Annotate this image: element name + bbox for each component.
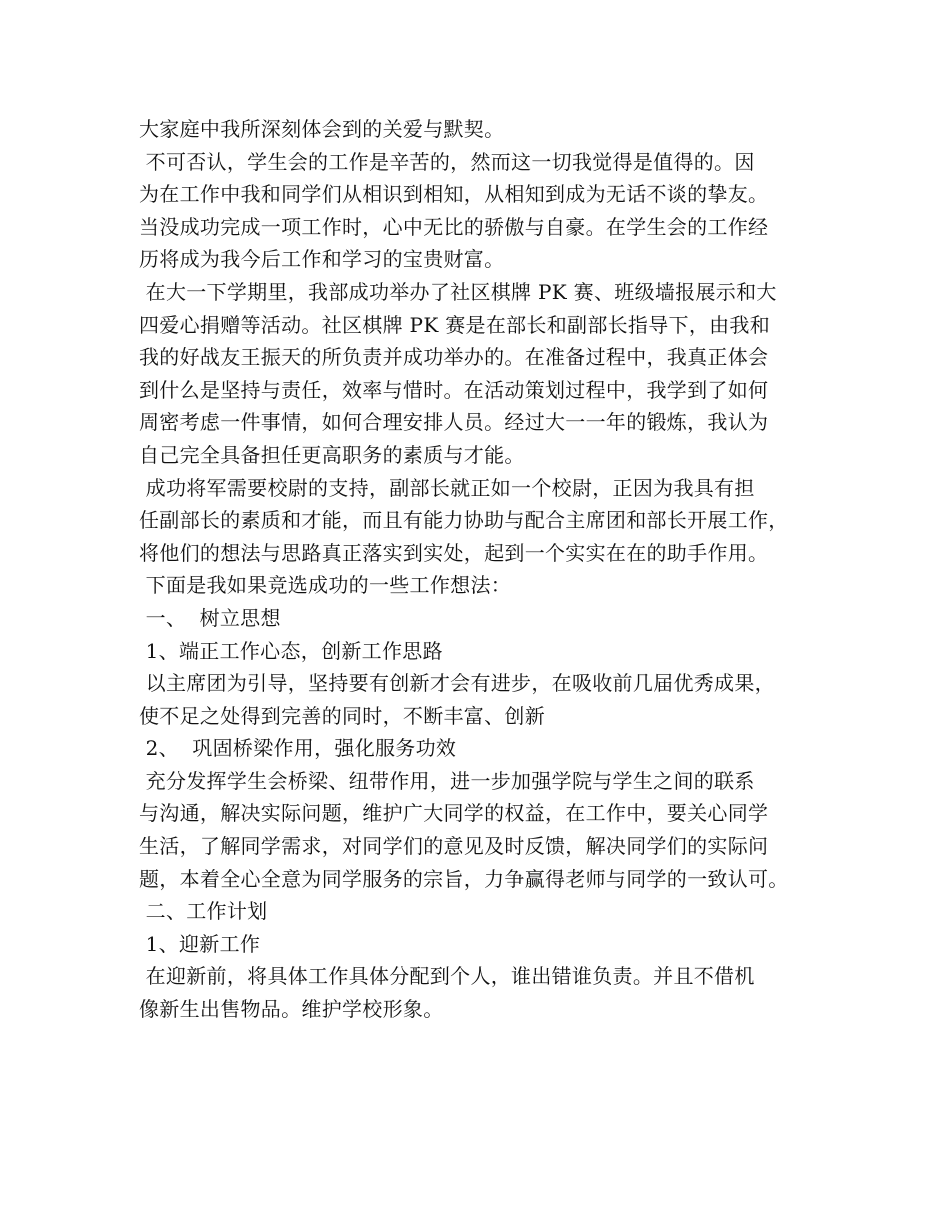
text-line: 在大一下学期里，我部成功举办了社区棋牌 PK 赛、班级墙报展示和大 [139, 279, 777, 304]
text-line: 像新生出售物品。维护学校形象。 [139, 997, 444, 1022]
text-line: 下面是我如果竞选成功的一些工作想法： [139, 573, 512, 598]
text-line: 我的好战友王振天的所负责并成功举办的。在准备过程中，我真正体会 [139, 345, 769, 370]
text-line: 当没成功完成一项工作时，心中无比的骄傲与自豪。在学生会的工作经 [139, 214, 769, 239]
text-line: 成功将军需要校尉的支持，副部长就正如一个校尉，正因为我具有担 [139, 475, 755, 500]
subsection-heading: 1、端正工作心态，创新工作思路 [139, 638, 443, 663]
section-heading: 二、工作计划 [139, 899, 268, 924]
text-line: 四爱心捐赠等活动。社区棋牌 PK 赛是在部长和副部长指导下，由我和 [139, 312, 771, 337]
document-body [139, 113, 839, 1026]
text-line: 历将成为我今后工作和学习的宝贵财富。 [139, 247, 505, 272]
subsection-heading: 2、 巩固桥梁作用，强化服务功效 [139, 736, 457, 761]
text-line: 以主席团为引导，坚持要有创新才会有进步，在吸收前几届优秀成果， [139, 671, 775, 696]
text-line: 自己完全具备担任更高职务的素质与才能。 [139, 442, 525, 467]
text-line: 题，本着全心全意为同学服务的宗旨，力争赢得老师与同学的一致认可。 [139, 866, 789, 891]
text-line: 为在工作中我和同学们从相识到相知，从相知到成为无话不谈的挚友。 [139, 182, 769, 207]
text-line: 与沟通，解决实际问题，维护广大同学的权益，在工作中，要关心同学 [139, 801, 769, 826]
text-line: 到什么是坚持与责任，效率与惜时。在活动策划过程中，我学到了如何 [139, 377, 769, 402]
text-line: 生活，了解同学需求，对同学们的意见及时反馈，解决同学们的实际问 [139, 834, 769, 859]
text-line: 周密考虑一件事情，如何合理安排人员。经过大一一年的锻炼，我认为 [139, 410, 769, 435]
subsection-heading: 1、迎新工作 [139, 931, 261, 956]
text-line: 将他们的想法与思路真正落实到实处，起到一个实实在在的助手作用。 [139, 540, 769, 565]
text-line: 充分发挥学生会桥梁、纽带作用，进一步加强学院与学生之间的联系 [139, 768, 755, 793]
text-line: 大家庭中我所深刻体会到的关爱与默契。 [139, 117, 505, 141]
text-line: 任副部长的素质和才能，而且有能力协助与配合主席团和部长开展工作， [139, 508, 789, 533]
text-line: 使不足之处得到完善的同时，不断丰富、创新 [139, 703, 545, 728]
text-line: 不可否认，学生会的工作是辛苦的，然而这一切我觉得是值得的。因 [139, 149, 755, 174]
text-line: 在迎新前，将具体工作具体分配到个人，谁出错谁负责。并且不借机 [139, 964, 755, 989]
section-heading: 一、 树立思想 [139, 605, 281, 630]
